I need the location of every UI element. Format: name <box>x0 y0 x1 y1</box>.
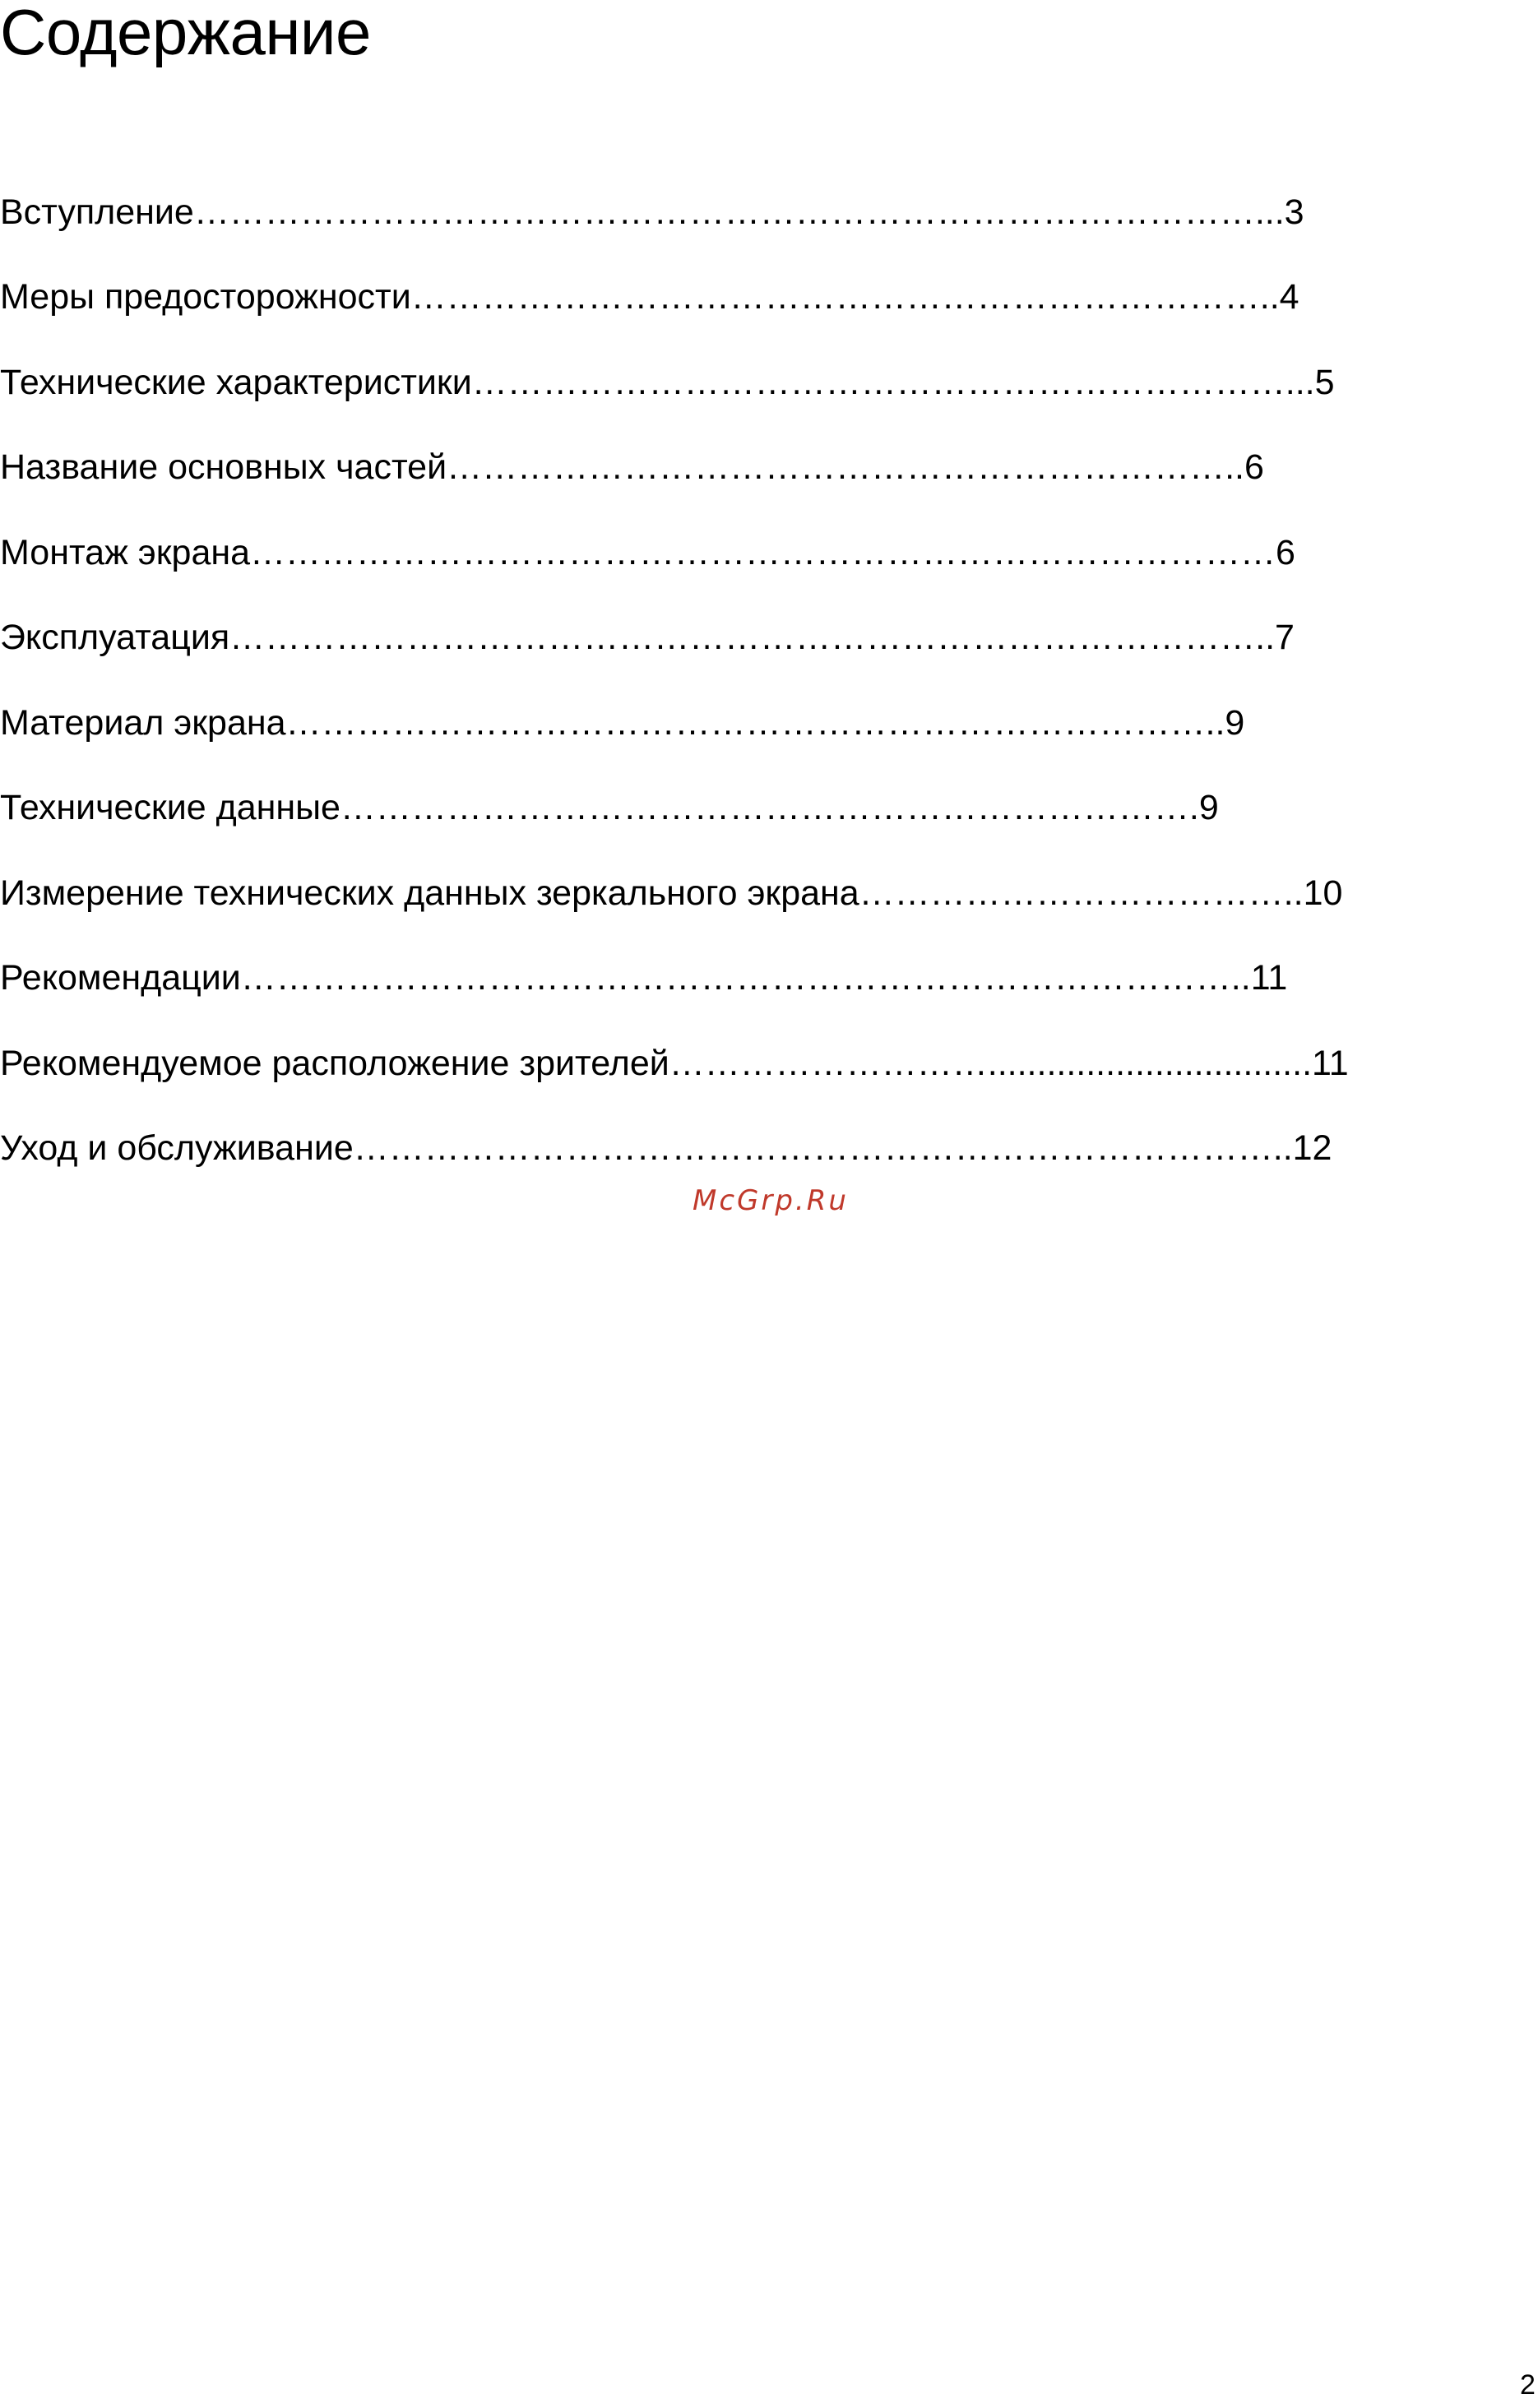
toc-entry-material: Материал экрана……………………………………………………………………..9 <box>0 703 1245 743</box>
toc-entry-operation: Эксплуатация……………………………………………………………………………..7 <box>0 618 1295 657</box>
toc-entry-specs: Технические характеристики……………………………………………………………...5 <box>0 363 1335 402</box>
toc-entry-recommendations: Рекомендации…………………………………………………………………………..11 <box>0 958 1288 998</box>
page-number: 2 <box>1520 2369 1536 2401</box>
toc-entry-measurement: Измерение технических данных зеркального экрана………………………………..10 <box>0 873 1343 913</box>
toc-entry-viewer-placement: Рекомендуемое расположение зрителей……………………….................................11 <box>0 1044 1349 1083</box>
toc-entry-mounting: Монтаж экрана……………………………………………………………………………6 <box>0 533 1295 572</box>
watermark: McGrp.Ru <box>693 1184 849 1217</box>
page-title: Содержание <box>0 0 371 68</box>
toc-entry-tech-data: Технические данные……………………………………………………………….9 <box>0 788 1219 827</box>
toc-entry-parts: Название основных частей…………………………………………………………..6 <box>0 447 1264 487</box>
toc-entry-safety: Меры предосторожности………………………………………………………………..4 <box>0 277 1299 317</box>
toc-entry-intro: Вступление………………………………………………………………………………...3 <box>0 192 1304 232</box>
toc-entry-care: Уход и обслуживание……………………………………………………………………..12 <box>0 1128 1332 1168</box>
